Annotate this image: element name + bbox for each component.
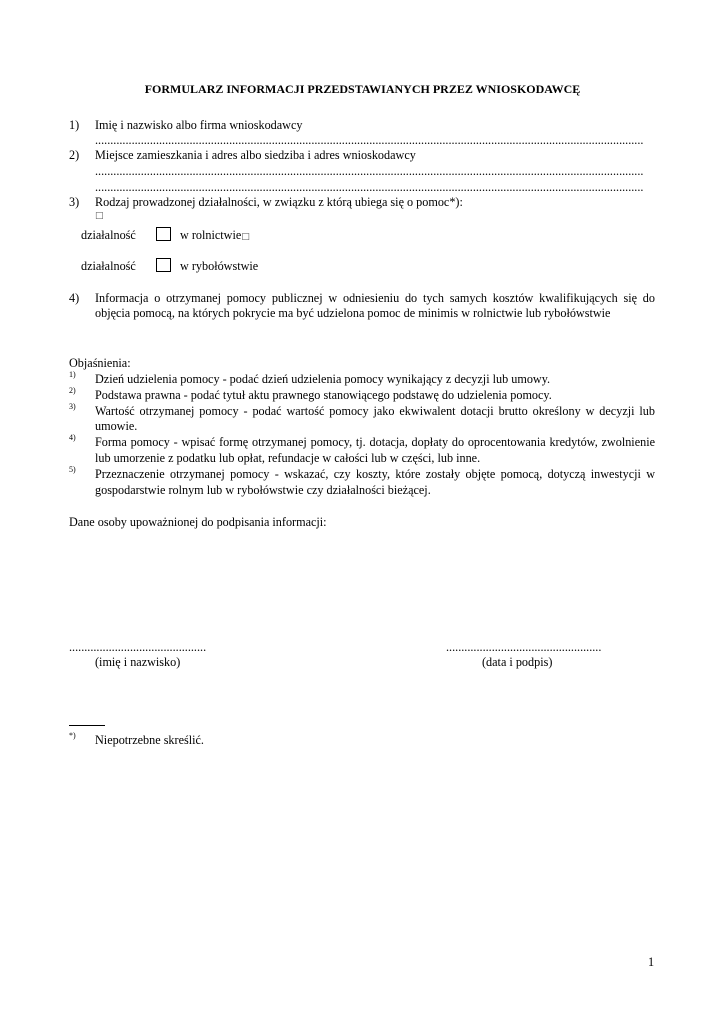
note-5-line-2: gospodarstwie rolnym lub w rybołówstwie czy działalności bieżącej. [95, 483, 431, 497]
note-2-sup: 2) [69, 386, 76, 395]
activity-option-fishery: w rybołówstwie [180, 259, 259, 273]
note-2-line-1: Podstawa prawna - podać tytuł aktu prawnego stanowiącego podstawę do udzielenia pomocy. [95, 388, 552, 402]
item-4-line-1: Informacja o otrzymanej pomocy publicznej w odniesieniu do tych samych kosztów kwalifikujących się do [95, 291, 655, 305]
explanations-heading: Objaśnienia: [69, 356, 131, 370]
note-1-line-1: Dzień udzielenia pomocy - podać dzień udzielenia pomocy wynikający z decyzji lub umowy. [95, 372, 551, 386]
date-signature-fill-line[interactable]: ................................................... [446, 640, 602, 654]
name-fill-line[interactable]: ............................................. [69, 640, 207, 654]
item-2-label: Miejsce zamieszkania i adres albo siedziba i adres wnioskodawcy [95, 148, 416, 162]
name-caption: (imię i nazwisko) [95, 655, 181, 669]
date-signature-caption: (data i podpis) [482, 655, 553, 669]
item-3-label: Rodzaj prowadzonej działalności, w związku z którą ubiega się o pomoc*): [95, 195, 463, 209]
item-2-fill-line-2[interactable]: .................................................................................................................................................................................... [95, 180, 644, 194]
activity-prefix-1: działalność [81, 228, 136, 242]
note-4-line-2: lub umorzenie z podatku lub opłat, refundacje w całości lub w części, lub inne. [95, 451, 481, 465]
note-4-line-1: Forma pomocy - wpisać formę otrzymanej pomocy, tj. dotacja, dopłaty do oprocentowania kredytów, zwolnienie [95, 435, 655, 449]
note-3-sup: 3) [69, 402, 76, 411]
item-1-fill-line[interactable]: .................................................................................................................................................................................... [95, 133, 644, 147]
note-3-line-2: umowie. [95, 419, 138, 433]
footnote-text: Niepotrzebne skreślić. [95, 733, 204, 747]
item-4-number: 4) [69, 291, 80, 305]
note-5-line-1: Przeznaczenie otrzymanej pomocy - wskazać, czy koszty, które zostały objęte pomocą, dotyczą inwestycji w [95, 467, 655, 481]
form-title: FORMULARZ INFORMACJI PRZEDSTAWIANYCH PRZEZ WNIOSKODAWCĘ [144, 82, 581, 96]
placeholder-glyph-icon: □ [95, 211, 104, 221]
page-number: 1 [648, 955, 655, 969]
item-1-number: 1) [69, 118, 80, 132]
checkbox-fishery[interactable] [156, 258, 171, 272]
item-3-number: 3) [69, 195, 80, 209]
authorized-person-label: Dane osoby upoważnionej do podpisania informacji: [69, 515, 327, 529]
item-2-fill-line-1[interactable]: .................................................................................................................................................................................... [95, 164, 644, 178]
note-3-line-1: Wartość otrzymanej pomocy - podać wartość pomocy jako ekwiwalent dotacji brutto określony w decyzji lub [95, 404, 655, 418]
note-1-sup: 1) [69, 370, 76, 379]
footnote-sup: *) [69, 731, 76, 740]
item-4-line-2: objęcia pomocą, na których pokrycie ma być udzielona pomoc de minimis w rolnictwie lub rybołówstwie [95, 306, 611, 320]
activity-option-agriculture: w rolnictwie□ [180, 228, 250, 242]
option-glyph-icon: □ [241, 232, 250, 242]
activity-prefix-2: działalność [81, 259, 136, 273]
item-2-number: 2) [69, 148, 80, 162]
checkbox-agriculture[interactable] [156, 227, 171, 241]
item-1-label: Imię i nazwisko albo firma wnioskodawcy [95, 118, 303, 132]
note-4-sup: 4) [69, 433, 76, 442]
note-5-sup: 5) [69, 465, 76, 474]
footnote-divider [69, 725, 105, 726]
